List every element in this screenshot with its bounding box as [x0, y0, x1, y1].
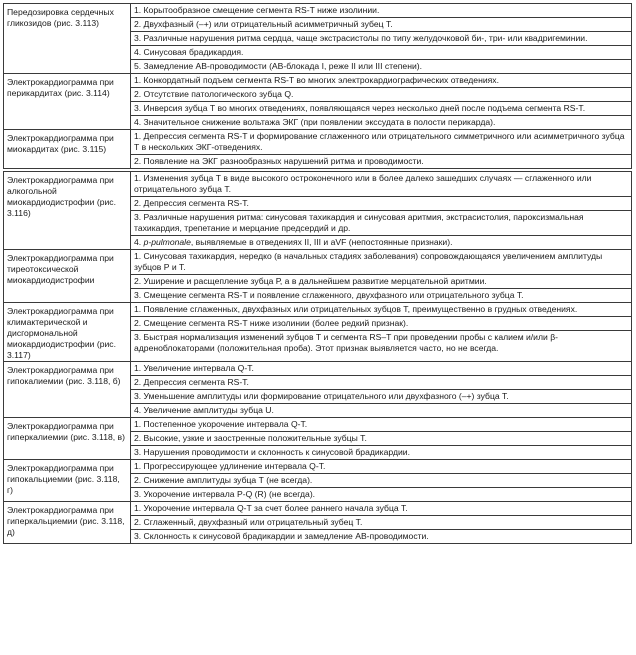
list-item: 2. Высокие, узкие и заостренные положительные зубцы Т.	[131, 432, 631, 446]
features-cell	[131, 4, 632, 74]
list-item: 2. Депрессия сегмента RS-T.	[131, 197, 631, 211]
table-row	[4, 362, 632, 418]
features-cell	[131, 74, 632, 130]
condition-cell: Электрокардиограмма при алкогольной миокардиодистрофии (рис. 3.116)	[4, 172, 131, 250]
list-item: 2. Депрессия сегмента RS-T.	[131, 376, 631, 390]
list-item: 1. Синусовая тахикардия, нередко (в начальных стадиях заболевания) сопровождающаяся увеличением амплитуды зубцов Р и Т.	[131, 250, 631, 275]
list-item: 1. Конкордатный подъем сегмента RS-T во многих электрокардиографических отведениях.	[131, 74, 631, 88]
italic-term: p-pulmonale	[143, 237, 191, 247]
list-item: 2. Снижение амплитуды зубца Т (не всегда).	[131, 474, 631, 488]
condition-cell: Электрокардиограмма при миокардитах (рис. 3.115)	[4, 130, 131, 169]
condition-cell: Электрокардиограмма при климактерической и дисгормональной миокардиодистрофии (рис. 3.117)	[4, 303, 131, 362]
table-row	[4, 4, 632, 74]
table-row	[4, 460, 632, 502]
list-item: 2. Отсутствие патологического зубца Q.	[131, 88, 631, 102]
list-item: 1. Укорочение интервала Q-T за счет более раннего начала зубца Т.	[131, 502, 631, 516]
list-item: 5. Замедление АВ-проводимости (АВ-блокада I, реже II или III степени).	[134, 61, 422, 71]
condition-cell: Электрокардиограмма при гипокальциемии (рис. 3.118, г)	[4, 460, 131, 502]
table-row	[4, 74, 632, 130]
list-item: 2. Сглаженный, двухфазный или отрицательный зубец Т.	[131, 516, 631, 530]
list-item: 1. Увеличение интервала Q-T.	[131, 362, 631, 376]
condition-cell: Электрокардиограмма при гипокалиемии (рис. 3.118, б)	[4, 362, 131, 418]
list-item: 1. Депрессия сегмента RS-T и формирование сглаженного или отрицательного симметричного или асимметричного зубца Т в нескольких ЭКГ-отведениях.	[131, 130, 631, 155]
list-item: 3. Укорочение интервала P-Q (R) (не всегда).	[134, 489, 316, 499]
list-item: 2. Уширение и расщепление зубца Р, а в дальнейшем развитие мерцательной аритмии.	[131, 275, 631, 289]
list-item: 1. Прогрессирующее удлинение интервала Q-T.	[131, 460, 631, 474]
list-item: 3. Склонность к синусовой брадикардии и замедление АВ-проводимости.	[134, 531, 429, 541]
table-row	[4, 303, 632, 362]
condition-cell: Электрокардиограмма при перикардитах (рис. 3.114)	[4, 74, 131, 130]
list-item: 1. Корытообразное смещение сегмента RS-T ниже изолинии.	[131, 4, 631, 18]
list-item: 3. Нарушения проводимости и склонность к синусовой брадикардии.	[134, 447, 410, 457]
list-item: 2. Смещение сегмента RS-T ниже изолинии (более редкий признак).	[131, 317, 631, 331]
list-item: 4. Синусовая брадикардия.	[131, 46, 631, 60]
table-row	[4, 250, 632, 303]
features-cell	[131, 418, 632, 460]
list-item: 3. Быстрая нормализация изменений зубцов Т и сегмента RS–T при проведении пробы с калием и/или β-адреноблокаторами (положительная проба). Этот признак выявляется часто, но не всегда.	[134, 332, 558, 353]
condition-cell: Электрокардиограмма при гиперкалиемии (рис. 3.118, в)	[4, 418, 131, 460]
features-cell	[131, 130, 632, 169]
features-cell	[131, 362, 632, 418]
table-row	[4, 172, 632, 250]
condition-cell: Передозировка сердечных гликозидов (рис. 3.113)	[4, 4, 131, 74]
features-cell	[131, 502, 632, 544]
list-item: 3. Уменьшение амплитуды или формирование отрицательного или двухфазного (–+) зубца Т.	[131, 390, 631, 404]
list-item: 3. Инверсия зубца Т во многих отведениях, появляющаяся через несколько дней после подъема сегмента RS-T.	[131, 102, 631, 116]
list-item: 1. Изменения зубца Т в виде высокого остроконечного или в более далеко зашедших случаях — сглаженного или отрицательного зубца Т.	[131, 172, 631, 197]
list-item: 4. Значительное снижение вольтажа ЭКГ (при появлении экссудата в полости перикарда).	[134, 117, 496, 127]
list-item: 4. Увеличение амплитуды зубца U.	[134, 405, 274, 415]
condition-cell: Электрокардиограмма при тиреотоксической миокардиодистрофии	[4, 250, 131, 303]
ecg-table-1	[3, 3, 632, 169]
list-item: 2. Появление на ЭКГ разнообразных нарушений ритма и проводимости.	[134, 156, 424, 166]
list-item	[131, 236, 631, 249]
features-cell	[131, 250, 632, 303]
list-item: 1. Появление сглаженных, двухфазных или отрицательных зубцов Т, преимущественно в грудных отведениях.	[131, 303, 631, 317]
table-row	[4, 130, 632, 169]
list-item-text: , выявляемые в отведениях II, III и aVF (непостоянные признаки).	[190, 237, 453, 247]
list-item: 3. Смещение сегмента RS-T и появление сглаженного, двухфазного или отрицательного зубца Т.	[134, 290, 524, 300]
ecg-table-2	[3, 171, 632, 544]
list-item: 3. Различные нарушения ритма: синусовая тахикардия и синусовая аритмия, экстрасистолия, пароксизмальная тахикардия, трепетание и мерцание предсердий и др.	[131, 211, 631, 236]
list-item-number: 4.	[134, 237, 142, 247]
table-row	[4, 502, 632, 544]
list-item: 1. Постепенное укорочение интервала Q-T.	[131, 418, 631, 432]
document-page	[3, 3, 632, 544]
list-item: 2. Двухфазный (–+) или отрицательный асимметричный зубец Т.	[131, 18, 631, 32]
table-row	[4, 418, 632, 460]
list-item: 3. Различные нарушения ритма сердца, чаще экстрасистолы по типу желудочковой би-, три- или квадригеминии.	[131, 32, 631, 46]
features-cell	[131, 460, 632, 502]
condition-cell: Электрокардиограмма при гиперкальциемии (рис. 3.118, д)	[4, 502, 131, 544]
features-cell	[131, 303, 632, 362]
features-cell	[131, 172, 632, 250]
